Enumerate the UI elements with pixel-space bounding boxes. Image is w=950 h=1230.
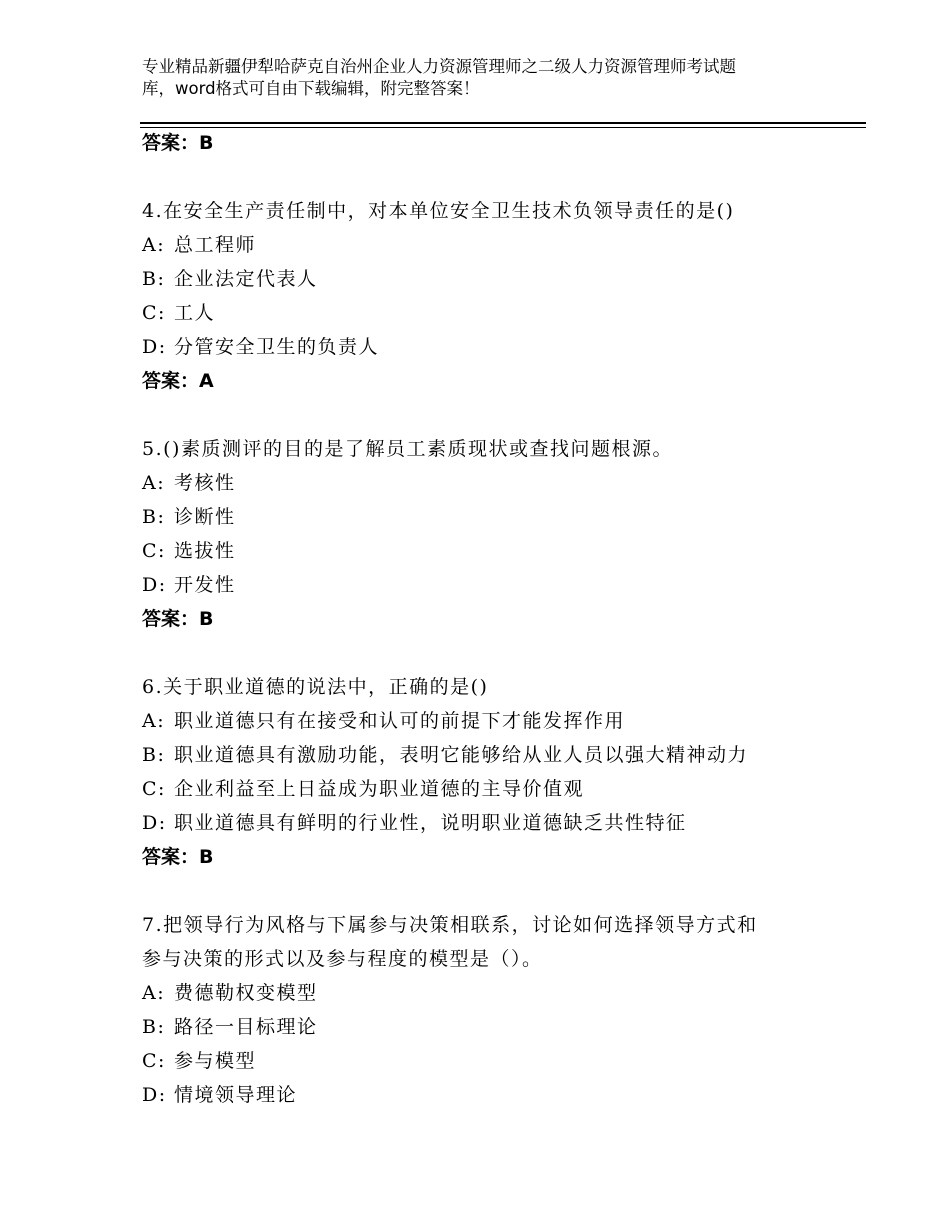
answer: 答案：B [142, 846, 214, 868]
question-4 [142, 194, 872, 398]
answer: 答案：B [142, 608, 214, 630]
option-a: A: 总工程师 [142, 234, 257, 256]
question-text-line-1: 7.把领导行为风格与下属参与决策相联系，讨论如何选择领导方式和 [142, 914, 758, 936]
option-a: A: 考核性 [142, 472, 236, 494]
option-b: B: 诊断性 [142, 506, 236, 528]
header-line-2: 库，word格式可自由下载编辑，附完整答案！ [142, 79, 480, 98]
option-d: D: 开发性 [142, 574, 236, 596]
question-text: 4.在安全生产责任制中，对本单位安全卫生技术负领导责任的是() [142, 200, 735, 222]
question-text-line-2: 参与决策的形式以及参与程度的模型是（）。 [142, 948, 543, 970]
option-c: C: 参与模型 [142, 1050, 257, 1072]
option-a: A: 职业道德只有在接受和认可的前提下才能发挥作用 [142, 710, 626, 732]
spacer [142, 160, 872, 194]
option-a: A: 费德勒权变模型 [142, 982, 318, 1004]
spacer [142, 874, 872, 908]
document-body [142, 126, 872, 1112]
answer-previous: 答案：B [142, 132, 214, 154]
question-6 [142, 670, 872, 874]
header-rule-thick [140, 122, 866, 124]
question-text: 5.()素质测评的目的是了解员工素质现状或查找问题根源。 [142, 438, 673, 460]
question-5 [142, 432, 872, 636]
answer: 答案：A [142, 370, 214, 392]
option-b: B: 职业道德具有激励功能，表明它能够给从业人员以强大精神动力 [142, 744, 749, 766]
question-7 [142, 908, 872, 1112]
option-b: B: 企业法定代表人 [142, 268, 318, 290]
option-c: C: 选拔性 [142, 540, 236, 562]
option-d: D: 分管安全卫生的负责人 [142, 336, 380, 358]
option-d: D: 职业道德具有鲜明的行业性，说明职业道德缺乏共性特征 [142, 812, 687, 834]
option-b: B: 路径一目标理论 [142, 1016, 318, 1038]
header-line-1: 专业精品新疆伊犁哈萨克自治州企业人力资源管理师之二级人力资源管理师考试题 [142, 57, 736, 76]
question-text: 6.关于职业道德的说法中，正确的是() [142, 676, 489, 698]
option-d: D: 情境领导理论 [142, 1084, 298, 1106]
spacer [142, 636, 872, 670]
option-c: C: 工人 [142, 302, 216, 324]
document-header [142, 56, 832, 100]
option-c: C: 企业利益至上日益成为职业道德的主导价值观 [142, 778, 585, 800]
spacer [142, 398, 872, 432]
